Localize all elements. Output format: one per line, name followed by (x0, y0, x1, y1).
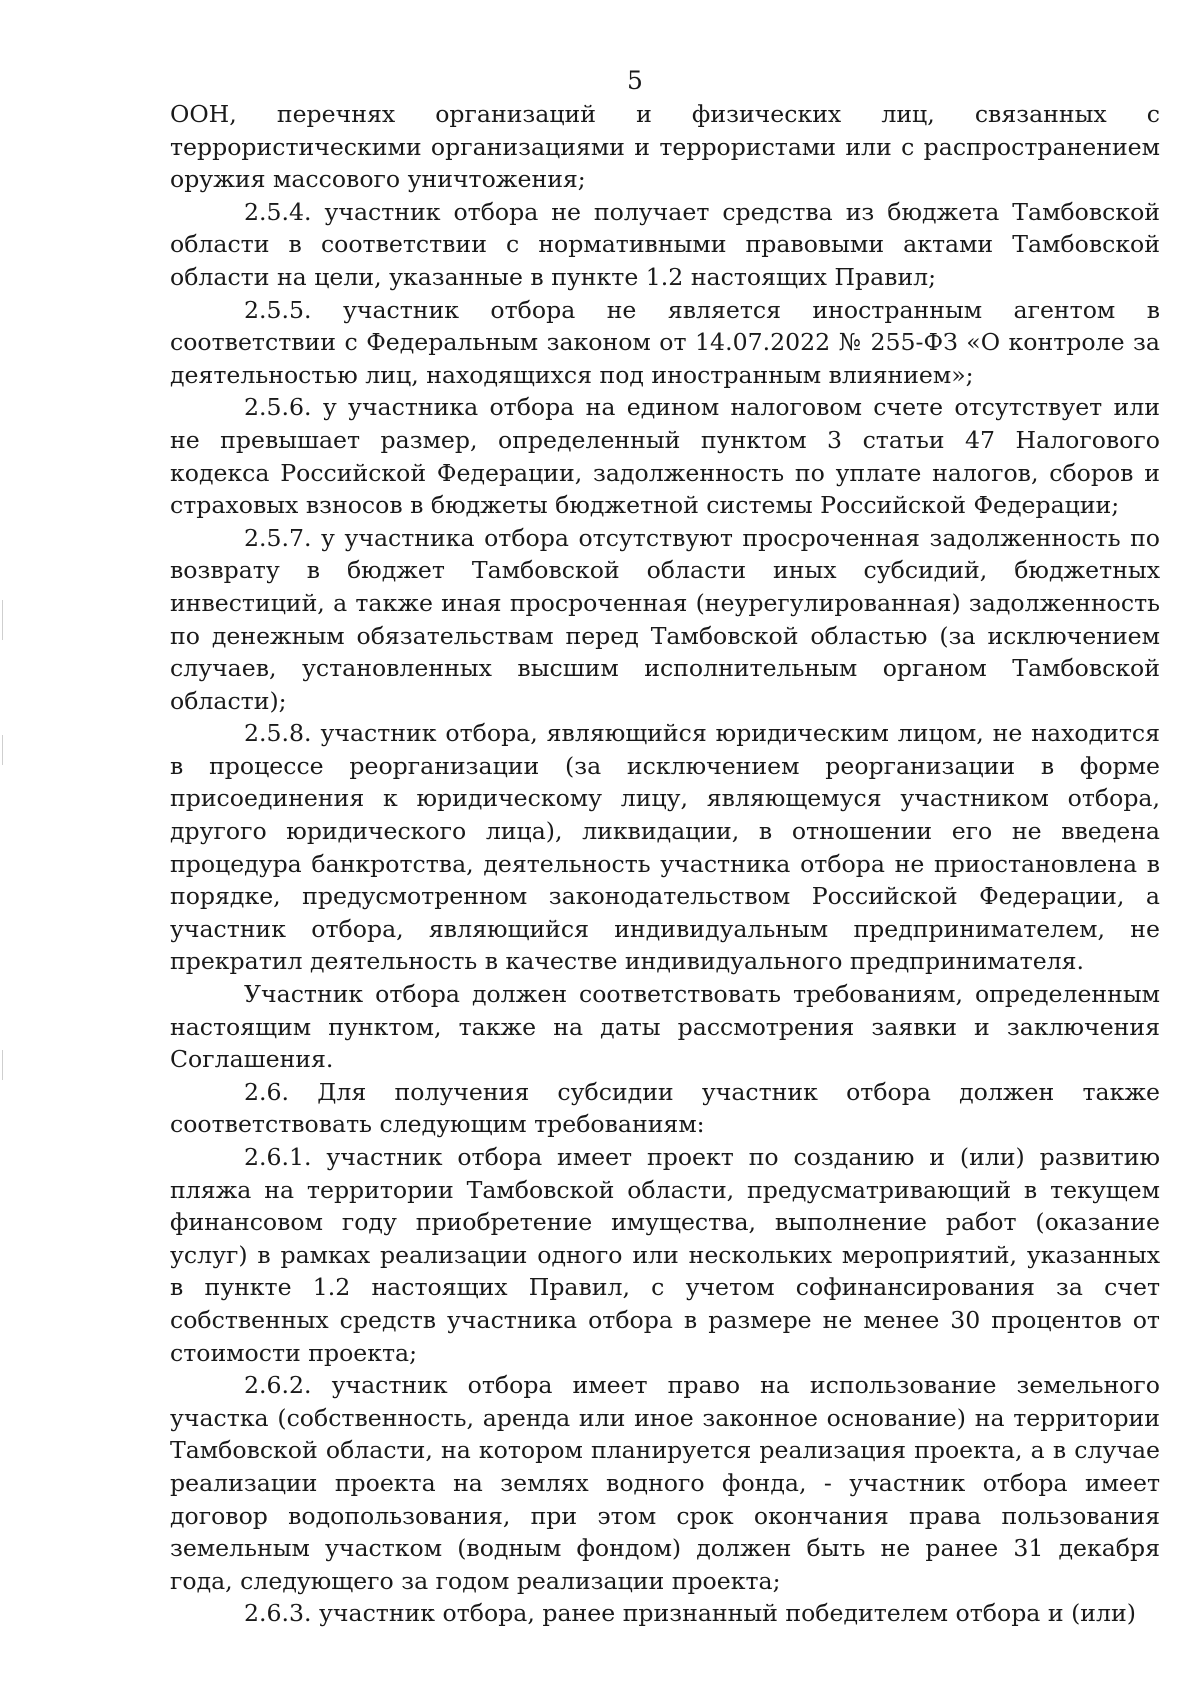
page-number: 5 (627, 66, 643, 95)
paragraph-2-5-4: 2.5.4. участник отбора не получает средства из бюджета Тамбовской области в соответствии с нормативными правовыми актами Тамбовской области на цели, указанные в пункте 1.2 настоящих Правил; (170, 197, 1160, 291)
scan-edge-mark (2, 600, 3, 640)
paragraph-2-5-6: 2.5.6. у участника отбора на едином налоговом счете отсутствует или не превышает размер, определенный пунктом 3 статьи 47 Налогового кодекса Российской Федерации, задолженность по уплате налогов, сборов и страховых взносов в бюджеты бюджетной системы Российской Федерации; (170, 393, 1160, 520)
paragraph-2-6-3: 2.6.3. участник отбора, ранее признанный победителем отбора и (или) (244, 1599, 1136, 1628)
paragraph-2-6-1: 2.6.1. участник отбора имеет проект по созданию и (или) развитию пляжа на территории Тамбовской области, предусматривающий в текущем финансовом году приобретение имущества, выполнение работ (оказание услуг) в рамках реализации одного или нескольких мероприятий, указанных в пункте 1.2 настоящих Правил, с учетом софинансирования за счет собственных средств участника отбора в размере не менее 30 процентов от стоимости проекта; (170, 1143, 1160, 1367)
paragraph-2-6: 2.6. Для получения субсидии участник отбора должен также соответствовать следующим требованиям: (170, 1077, 1160, 1139)
paragraph-2-5-5: 2.5.5. участник отбора не является иностранным агентом в соответствии с Федеральным законом от 14.07.2022 № 255-ФЗ «О контроле за деятельностью лиц, находящихся под иностранным влиянием»; (170, 295, 1160, 389)
paragraph-2-5-8: 2.5.8. участник отбора, являющийся юридическим лицом, не находится в процессе реорганизации (за исключением реорганизации в форме присоединения к юридическому лицу, являющемуся участником отбора, другого юридического лица), ликвидации, в отношении его не введена процедура банкротства, деятельность участника отбора не приостановлена в порядке, предусмотренном законодательством Российской Федерации, а участник отбора, являющийся индивидуальным предпринимателем, не прекратил деятельность в качестве индивидуального предпринимателя. (170, 719, 1160, 976)
paragraph-compliance-note: Участник отбора должен соответствовать требованиям, определенным настоящим пунктом, также на даты рассмотрения заявки и заключения Соглашения. (170, 980, 1160, 1074)
document-body (170, 98, 1160, 1630)
paragraph-continuation: ООН, перечнях организаций и физических лиц, связанных с террористическими организациями и террористами или с распространением оружия массового уничтожения; (170, 100, 1160, 194)
paragraph-2-5-7: 2.5.7. у участника отбора отсутствуют просроченная задолженность по возврату в бюджет Тамбовской области иных субсидий, бюджетных инвестиций, а также иная просроченная (неурегулированная) задолженность по денежным обязательствам перед Тамбовской областью (за исключением случаев, установленных высшим исполнительным органом Тамбовской области); (170, 523, 1160, 715)
paragraph-2-6-2: 2.6.2. участник отбора имеет право на использование земельного участка (собственность, аренда или иное законное основание) на территории Тамбовской области, на котором планируется реализация проекта, а в случае реализации проекта на землях водного фонда, - участник отбора имеет договор водопользования, при этом срок окончания права пользования земельным участком (водным фондом) должен быть не ранее 31 декабря года, следующего за годом реализации проекта; (170, 1371, 1160, 1595)
scan-edge-mark (2, 735, 3, 765)
scan-edge-mark (2, 1050, 3, 1080)
